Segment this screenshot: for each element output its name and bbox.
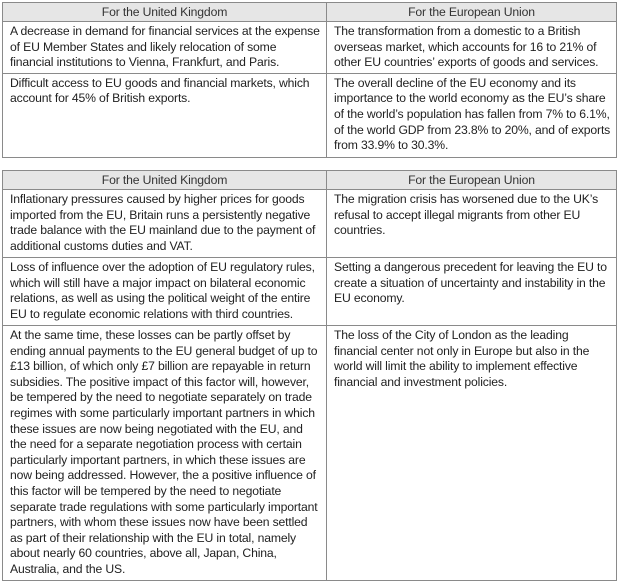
table-row	[3, 326, 617, 581]
table-cell-uk: Inflationary pressures caused by higher prices for goods imported from the EU, Britain runs a persistently negative trade balance with the EU mainland due to the payment of additional customs duties and VAT.	[3, 190, 327, 258]
column-header-uk: For the United Kingdom	[3, 3, 327, 22]
column-header-uk: For the United Kingdom	[3, 171, 327, 190]
table-cell-eu: The migration crisis has worsened due to the UK’s refusal to accept illegal migrants from other EU countries.	[327, 190, 617, 258]
table-header-row	[3, 3, 617, 22]
table-cell-uk: Difficult access to EU goods and financial markets, which account for 45% of British exports.	[3, 73, 327, 157]
table-row	[3, 190, 617, 258]
table-row	[3, 258, 617, 326]
table-cell-eu: Setting a dangerous precedent for leaving the EU to create a situation of uncertainty and instability in the EU economy.	[327, 258, 617, 326]
table-row	[3, 22, 617, 74]
column-header-eu: For the European Union	[327, 171, 617, 190]
consequences-table-2	[2, 170, 617, 581]
consequences-table-1	[2, 2, 617, 158]
table-header-row	[3, 171, 617, 190]
table-cell-eu: The loss of the City of London as the leading financial center not only in Europe but also in the world will limit the ability to implement effective financial and investment policies.	[327, 326, 617, 581]
table-cell-eu: The overall decline of the EU economy and its importance to the world economy as the EU’s share of the world’s population has fallen from 7% to 6.1%, of the world GDP from 23.8% to 20%, and of exports from 33.9% to 30.3%.	[327, 73, 617, 157]
column-header-eu: For the European Union	[327, 3, 617, 22]
table-cell-eu: The transformation from a domestic to a British overseas market, which accounts for 16 to 21% of other EU countries’ exports of goods and services.	[327, 22, 617, 74]
table-cell-uk: A decrease in demand for financial services at the expense of EU Member States and likely relocation of some financial institutions to Vienna, Frankfurt, and Paris.	[3, 22, 327, 74]
table-cell-uk: At the same time, these losses can be partly offset by ending annual payments to the EU general budget of up to £13 billion, of which only £7 billion are repayable in return subsidies. The positive impact of this factor will, however, be tempered by the need to negotiate separately on trade regimes with some particularly important partners in which these issues are now being negotiated with the EU, and the need for a separate negotiation process with certain particularly important partners, in which these issues are now being addressed. However, the a positive influence of this factor will be tempered by the need to negotiate separate trade regulations with some particularly important partners, with whom these issues now have been settled as part of their relationship with the EU in total, namely about nearly 60 countries, above all, Japan, China, Australia, and the US.	[3, 326, 327, 581]
table-cell-uk: Loss of influence over the adoption of EU regulatory rules, which will still have a major impact on bilateral economic relations, as well as using the political weight of the entire EU to regulate economic relations with third countries.	[3, 258, 327, 326]
table-row	[3, 73, 617, 157]
